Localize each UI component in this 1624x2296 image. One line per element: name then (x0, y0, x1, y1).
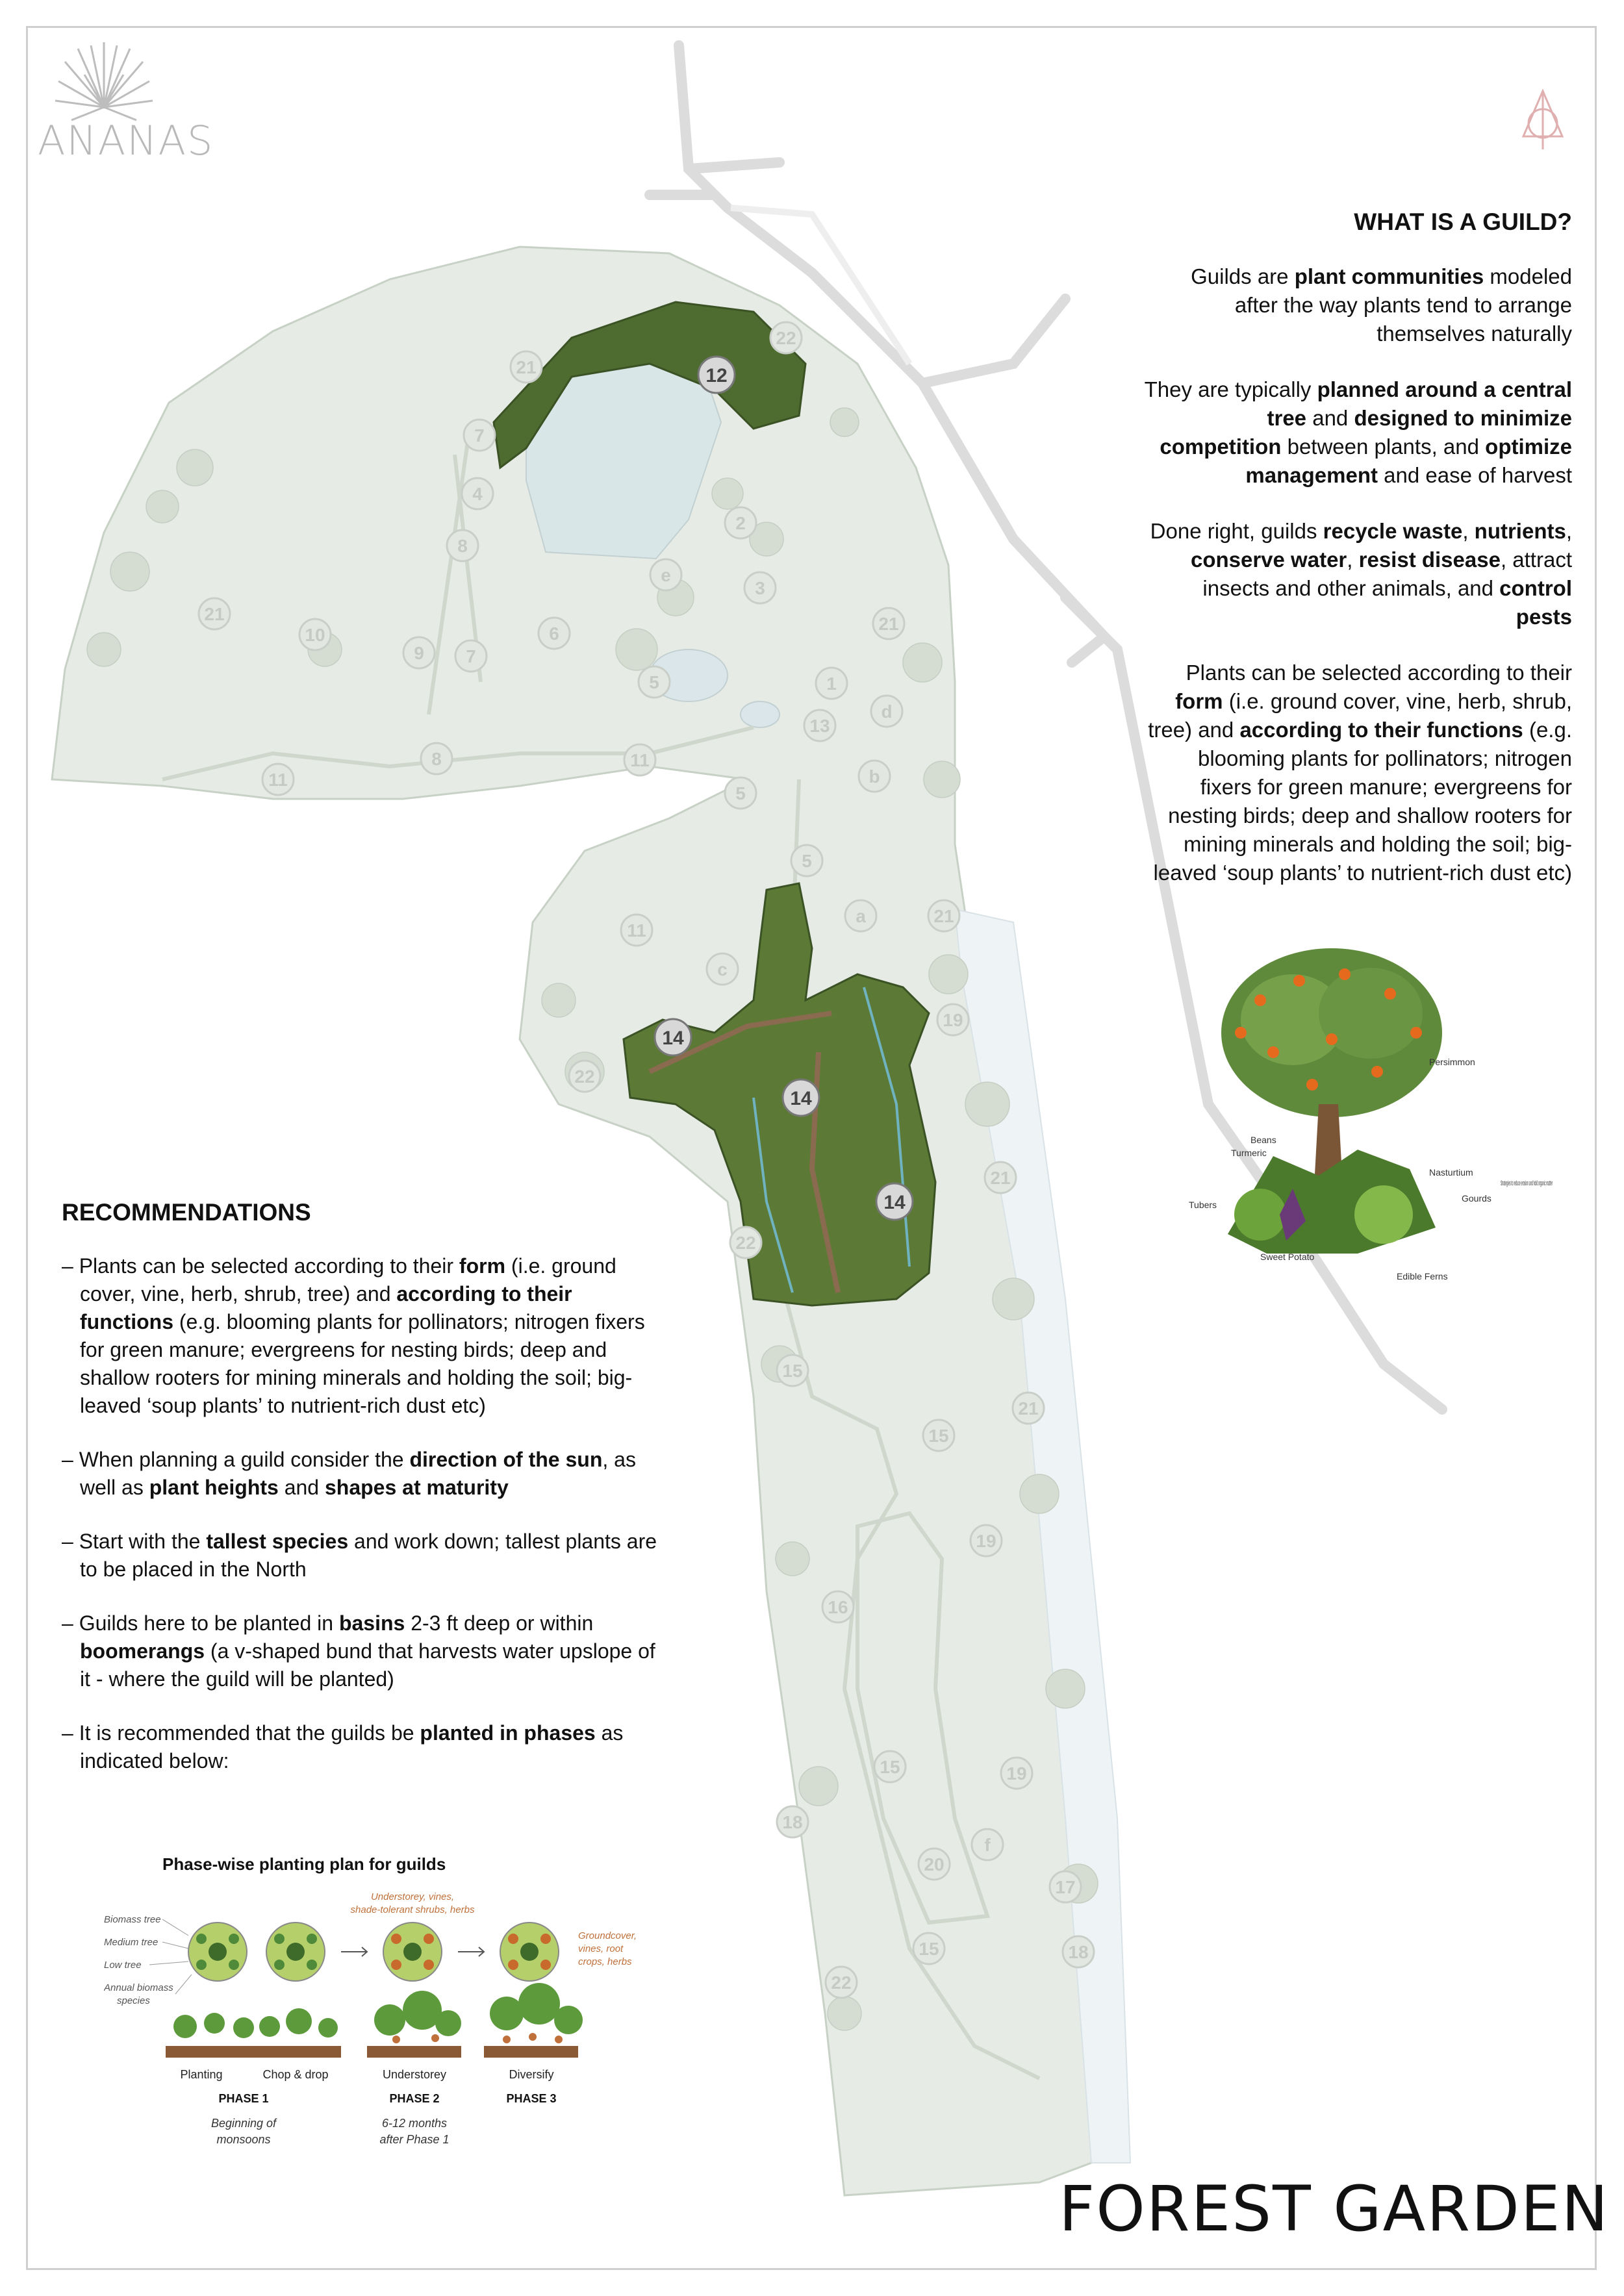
guild-circle-4 (500, 1923, 559, 1981)
illus-label-sweet-potato: Sweet Potato (1260, 1252, 1315, 1262)
zone-marker-label: c (717, 959, 728, 979)
zone-marker-label: 19 (976, 1531, 996, 1551)
zone-marker-label: 5 (735, 783, 746, 803)
recommendations-heading: RECOMMENDATIONS (62, 1199, 311, 1226)
guild-marker-14b: 14 (790, 1088, 812, 1109)
phase3-note-3: crops, herbs (578, 1956, 632, 1967)
zone-marker-label: 8 (431, 749, 442, 769)
zone-marker-label: 15 (782, 1361, 803, 1381)
step-understorey: Understorey (382, 2068, 447, 2081)
zone-marker-label: 13 (809, 716, 830, 736)
zone-marker-label: 22 (735, 1233, 756, 1253)
phase2-note-1: Understorey, vines, (370, 1891, 455, 1902)
zone-marker-label: 21 (878, 614, 899, 634)
illus-label-tubers: Tubers (1189, 1200, 1217, 1210)
phase2-note-2: shade-tolerant shrubs, herbs (350, 1904, 475, 1915)
step-diversify: Diversify (509, 2068, 554, 2081)
phase-3-label: PHASE 3 (506, 2092, 557, 2105)
zone-marker-label: 19 (1006, 1763, 1027, 1784)
legend-species: species (117, 1995, 150, 2006)
zone-marker-label: 6 (549, 624, 559, 644)
guild-paragraph-4: Plants can be selected according to their form (i.e. ground cover, vine, herb, shrub, tree) and according to their functions (e.g. blooming plants for pollinators; nitrogen fixers for green manure; evergreens for nesting birds; deep and shallow rooters for mining minerals and holding the soil; big-leaved ‘soup plants’ to nutrient-rich dust etc) (1148, 661, 1572, 885)
legend-biomass-tree: Biomass tree (104, 1914, 161, 1925)
zone-marker-label: 21 (990, 1168, 1011, 1188)
guild-panel (1143, 208, 1572, 915)
guild-heading: WHAT IS A GUILD? (1354, 208, 1572, 235)
zone-marker-label: 11 (630, 750, 650, 770)
zone-marker-label: 7 (466, 646, 476, 666)
zone-marker-label: 15 (880, 1757, 900, 1777)
zone-marker-label: 15 (928, 1426, 949, 1446)
zone-marker-label: 22 (776, 328, 796, 348)
step-planting: Planting (180, 2068, 223, 2081)
zone-marker-label: 3 (755, 578, 765, 598)
zone-marker-label: b (869, 766, 880, 787)
zone-marker-label: 10 (305, 625, 325, 645)
phase-2-timing-2: after Phase 1 (379, 2133, 450, 2146)
zone-marker-label: 5 (649, 672, 659, 692)
illus-label-turmeric: Turmeric (1231, 1148, 1267, 1158)
phase3-note-1: Groundcover, (578, 1930, 637, 1941)
recommendation-4: – Guilds here to be planted in basins 2-3 ft deep or within boomerangs (a v-shaped bund that harvests water upslope of it - where the guild will be planted) (62, 1611, 655, 1691)
illus-label-edible-ferns: Edible Ferns (1397, 1271, 1448, 1281)
zone-marker-label: d (881, 701, 893, 722)
legend-annual-biomass: Annual biomass (104, 1982, 173, 1993)
zone-marker-label: 22 (831, 1973, 852, 1993)
zone-marker-label: 4 (472, 484, 483, 504)
guild-marker-14a: 14 (662, 1028, 684, 1049)
illus-label-strategies: Strategies to reduce erosion and hold organic matter (1501, 1180, 1553, 1187)
recommendation-1: – Plants can be selected according to their form (i.e. ground cover, vine, herb, shrub, tree) and according to their functions (e.g. blooming plants for pollinators; nitrogen fixers for green manure; evergreens for nesting birds; deep and shallow rooters for mining minerals and holding the soil; big-leaved ‘soup plants’ to nutrient-rich dust etc) (62, 1254, 645, 1417)
zone-marker-label: 22 (574, 1066, 595, 1087)
guild-circle-3 (383, 1923, 442, 1981)
phase-2-timing-1: 6-12 months (381, 2117, 448, 2130)
guild-marker-14c: 14 (883, 1192, 906, 1213)
zone-marker-label: 21 (1018, 1398, 1039, 1419)
zone-marker-label: 15 (919, 1939, 939, 1959)
zone-marker-label: 7 (474, 425, 485, 446)
illus-label-beans: Beans (1250, 1135, 1276, 1145)
zone-marker-label: 11 (268, 770, 288, 790)
guild-marker-12: 12 (705, 365, 728, 386)
phase-2-label: PHASE 2 (389, 2092, 440, 2105)
recommendation-2: – When planning a guild consider the direction of the sun, as well as plant heights and shapes at maturity (62, 1448, 636, 1499)
guild-paragraph-3: Done right, guilds recycle waste, nutrients, conserve water, resist disease, attract insects and other animals, and control pests (1150, 519, 1572, 629)
legend-low-tree: Low tree (104, 1960, 142, 1971)
recommendations-panel (62, 1198, 659, 1801)
page-title: FOREST GARDEN (1059, 2173, 1610, 2245)
illus-label-nasturtium: Nasturtium (1429, 1167, 1473, 1178)
brand-name: ANANAS (38, 117, 214, 164)
zone-marker-label: 21 (204, 604, 225, 624)
zone-marker-label: 8 (457, 536, 468, 556)
phase-1-timing-2: monsoons (216, 2133, 271, 2146)
guild-illustration (1189, 942, 1553, 1306)
guild-circle-2 (266, 1923, 325, 1981)
zone-marker-label: 21 (933, 906, 954, 926)
guild-circle-1 (188, 1923, 247, 1981)
zone-marker-label: 17 (1055, 1877, 1076, 1897)
zone-marker-label: a (856, 906, 866, 926)
phase-plan-title: Phase-wise planting plan for guilds (162, 1854, 446, 1874)
phase-plan-diagram (104, 1884, 689, 2195)
step-chop-drop: Chop & drop (262, 2068, 329, 2081)
zone-marker-label: e (661, 565, 671, 585)
illus-label-persimmon: Persimmon (1429, 1057, 1475, 1067)
guild-paragraph-2: They are typically planned around a central tree and designed to minimize competition between plants, and optimize management and ease of harvest (1144, 377, 1572, 487)
recommendation-3: – Start with the tallest species and work down; tallest plants are to be placed in the North (62, 1530, 657, 1581)
recommendation-5: – It is recommended that the guilds be planted in phases as indicated below: (62, 1721, 624, 1772)
phase3-note-2: vines, root (578, 1943, 624, 1954)
phase-1-label: PHASE 1 (218, 2092, 269, 2105)
phase-1-timing-1: Beginning of (210, 2117, 277, 2130)
zone-marker-label: 21 (516, 357, 537, 377)
zone-marker-label: 18 (782, 1812, 803, 1832)
zone-marker-label: f (984, 1835, 991, 1855)
zone-marker-label: 20 (924, 1854, 945, 1874)
zone-marker-label: 18 (1068, 1942, 1089, 1962)
zone-marker-label: 9 (414, 643, 424, 663)
illus-label-gourds: Gourds (1462, 1193, 1491, 1204)
zone-marker-label: 11 (627, 920, 646, 940)
zone-marker-label: 16 (828, 1597, 848, 1617)
guild-paragraph-1: Guilds are plant communities modeled after the way plants tend to arrange themselves naturally (1191, 264, 1572, 346)
legend-medium-tree: Medium tree (104, 1937, 159, 1948)
zone-marker-label: 19 (943, 1010, 963, 1030)
zone-marker-label: 2 (735, 513, 746, 533)
zone-marker-label: 5 (802, 851, 812, 871)
zone-marker-label: 1 (826, 674, 837, 694)
